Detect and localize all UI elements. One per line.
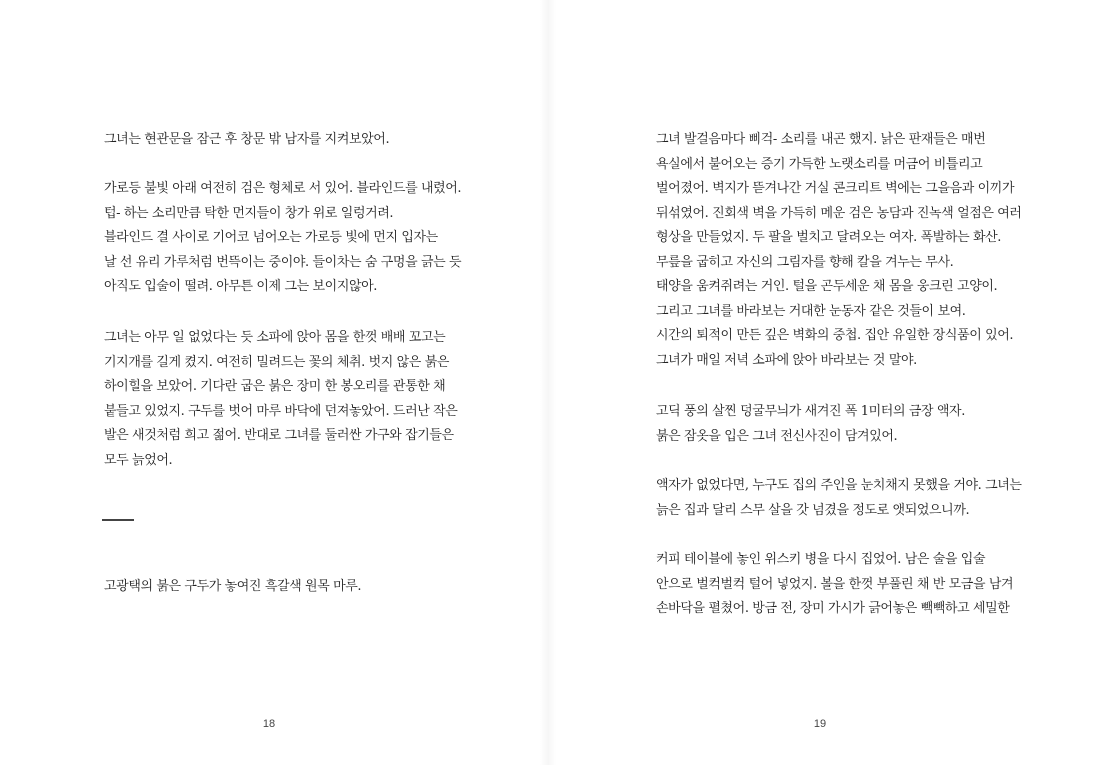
text-line: 기지개를 길게 켰지. 여전히 밀려드는 꽃의 체취. 벗지 않은 붉은 bbox=[104, 354, 450, 370]
text-line: 그녀 발걸음마다 삐걱- 소리를 내곤 했지. 낡은 판재들은 매번 bbox=[656, 132, 986, 147]
text-line: 그녀는 현관문을 잠근 후 창문 밖 남자를 지켜보았어. bbox=[104, 132, 390, 147]
text-line: 벌어졌어. 벽지가 뜯겨나간 거실 콘크리트 벽에는 그을음과 이끼가 bbox=[656, 181, 1015, 196]
paragraph bbox=[104, 575, 361, 600]
page-number: 18 bbox=[262, 718, 276, 730]
text-line: 뒤섞였어. 진회색 벽을 가득히 메운 검은 농담과 진녹색 얼점은 여러 bbox=[656, 205, 1022, 221]
text-line: 붉은 잠옷을 입은 그녀 전신사진이 담겨있어. bbox=[656, 428, 898, 444]
paragraph bbox=[656, 474, 1022, 523]
text-line: 그리고 그녀를 바라보는 거대한 눈동자 같은 것들이 보여. bbox=[656, 303, 966, 319]
text-line: 손바닥을 펼쳤어. 방금 전, 장미 가시가 긁어놓은 빽빽하고 세밀한 bbox=[656, 601, 1010, 616]
paragraph bbox=[104, 326, 457, 473]
text-line: 발은 새것처럼 희고 젊어. 반대로 그녀를 둘러싼 가구와 잡기들은 bbox=[104, 428, 454, 443]
text-line: 무릎을 굽히고 자신의 그림자를 향해 칼을 겨누는 무사. bbox=[656, 254, 954, 270]
text-line: 태양을 움켜쥐려는 거인. 털을 곤두세운 채 몸을 웅크린 고양이. bbox=[656, 279, 998, 294]
paragraph bbox=[656, 400, 965, 449]
text-line: 고광택의 붉은 구두가 놓여진 흑갈색 원목 마루. bbox=[104, 579, 362, 594]
text-line: 안으로 벌컥벌컥 털어 넣었지. 볼을 한껏 부풀린 채 반 모금을 남겨 bbox=[656, 576, 1014, 592]
text-line: 모두 늙었어. bbox=[104, 452, 173, 468]
paragraph bbox=[656, 548, 1013, 622]
text-line: 시간의 퇴적이 만든 깊은 벽화의 중첩. 집안 유일한 장식품이 있어. bbox=[656, 328, 1014, 343]
paragraph bbox=[656, 128, 1022, 373]
right-page bbox=[548, 0, 1096, 765]
text-line: 액자가 없었다면, 누구도 집의 주인을 눈치채지 못했을 거야. 그녀는 bbox=[656, 478, 1022, 493]
text-line: 커피 테이블에 놓인 위스키 병을 다시 집었어. 남은 술을 입술 bbox=[656, 552, 986, 567]
text-line: 욕실에서 불어오는 증기 가득한 노랫소리를 머금어 비틀리고 bbox=[656, 156, 983, 172]
text-line: 날 선 유리 가루처럼 번뜩이는 중이야. 들이차는 숨 구멍을 긁는 듯 bbox=[104, 254, 462, 270]
text-line: 블라인드 결 사이로 기어코 넘어오는 가로등 빛에 먼지 입자는 bbox=[104, 230, 438, 245]
text-line: 늙은 집과 달리 스무 살을 갓 넘겼을 정도로 앳되었으니까. bbox=[656, 502, 970, 518]
paragraph bbox=[104, 177, 461, 300]
text-line: 가로등 불빛 아래 여전히 검은 형체로 서 있어. 블라인드를 내렸어. bbox=[104, 181, 462, 196]
page-number: 19 bbox=[813, 718, 827, 730]
section-divider bbox=[102, 519, 134, 521]
text-line: 붙들고 있었지. 구두를 벗어 마루 바닥에 던져놓았어. 드러난 작은 bbox=[104, 403, 458, 419]
text-line: 고딕 풍의 살찐 덩굴무늬가 새겨진 폭 1미터의 금장 액자. bbox=[656, 404, 965, 419]
text-line: 형상을 만들었지. 두 팔을 벌치고 달려오는 여자. 폭발하는 화산. bbox=[656, 230, 1002, 245]
text-line: 아직도 입술이 떨려. 아무튼 이제 그는 보이지않아. bbox=[104, 279, 378, 294]
text-line: 하이힐을 보았어. 기다란 굽은 붉은 장미 한 봉오리를 관통한 채 bbox=[104, 379, 446, 394]
text-line: 텁- 하는 소리만큼 탁한 먼지들이 창가 위로 일렁거려. bbox=[104, 205, 394, 221]
text-line: 그녀는 아무 일 없었다는 듯 소파에 앉아 몸을 한껏 배배 꼬고는 bbox=[104, 330, 446, 345]
paragraph bbox=[104, 128, 389, 153]
text-line: 그녀가 매일 저녁 소파에 앉아 바라보는 것 말야. bbox=[656, 352, 917, 368]
